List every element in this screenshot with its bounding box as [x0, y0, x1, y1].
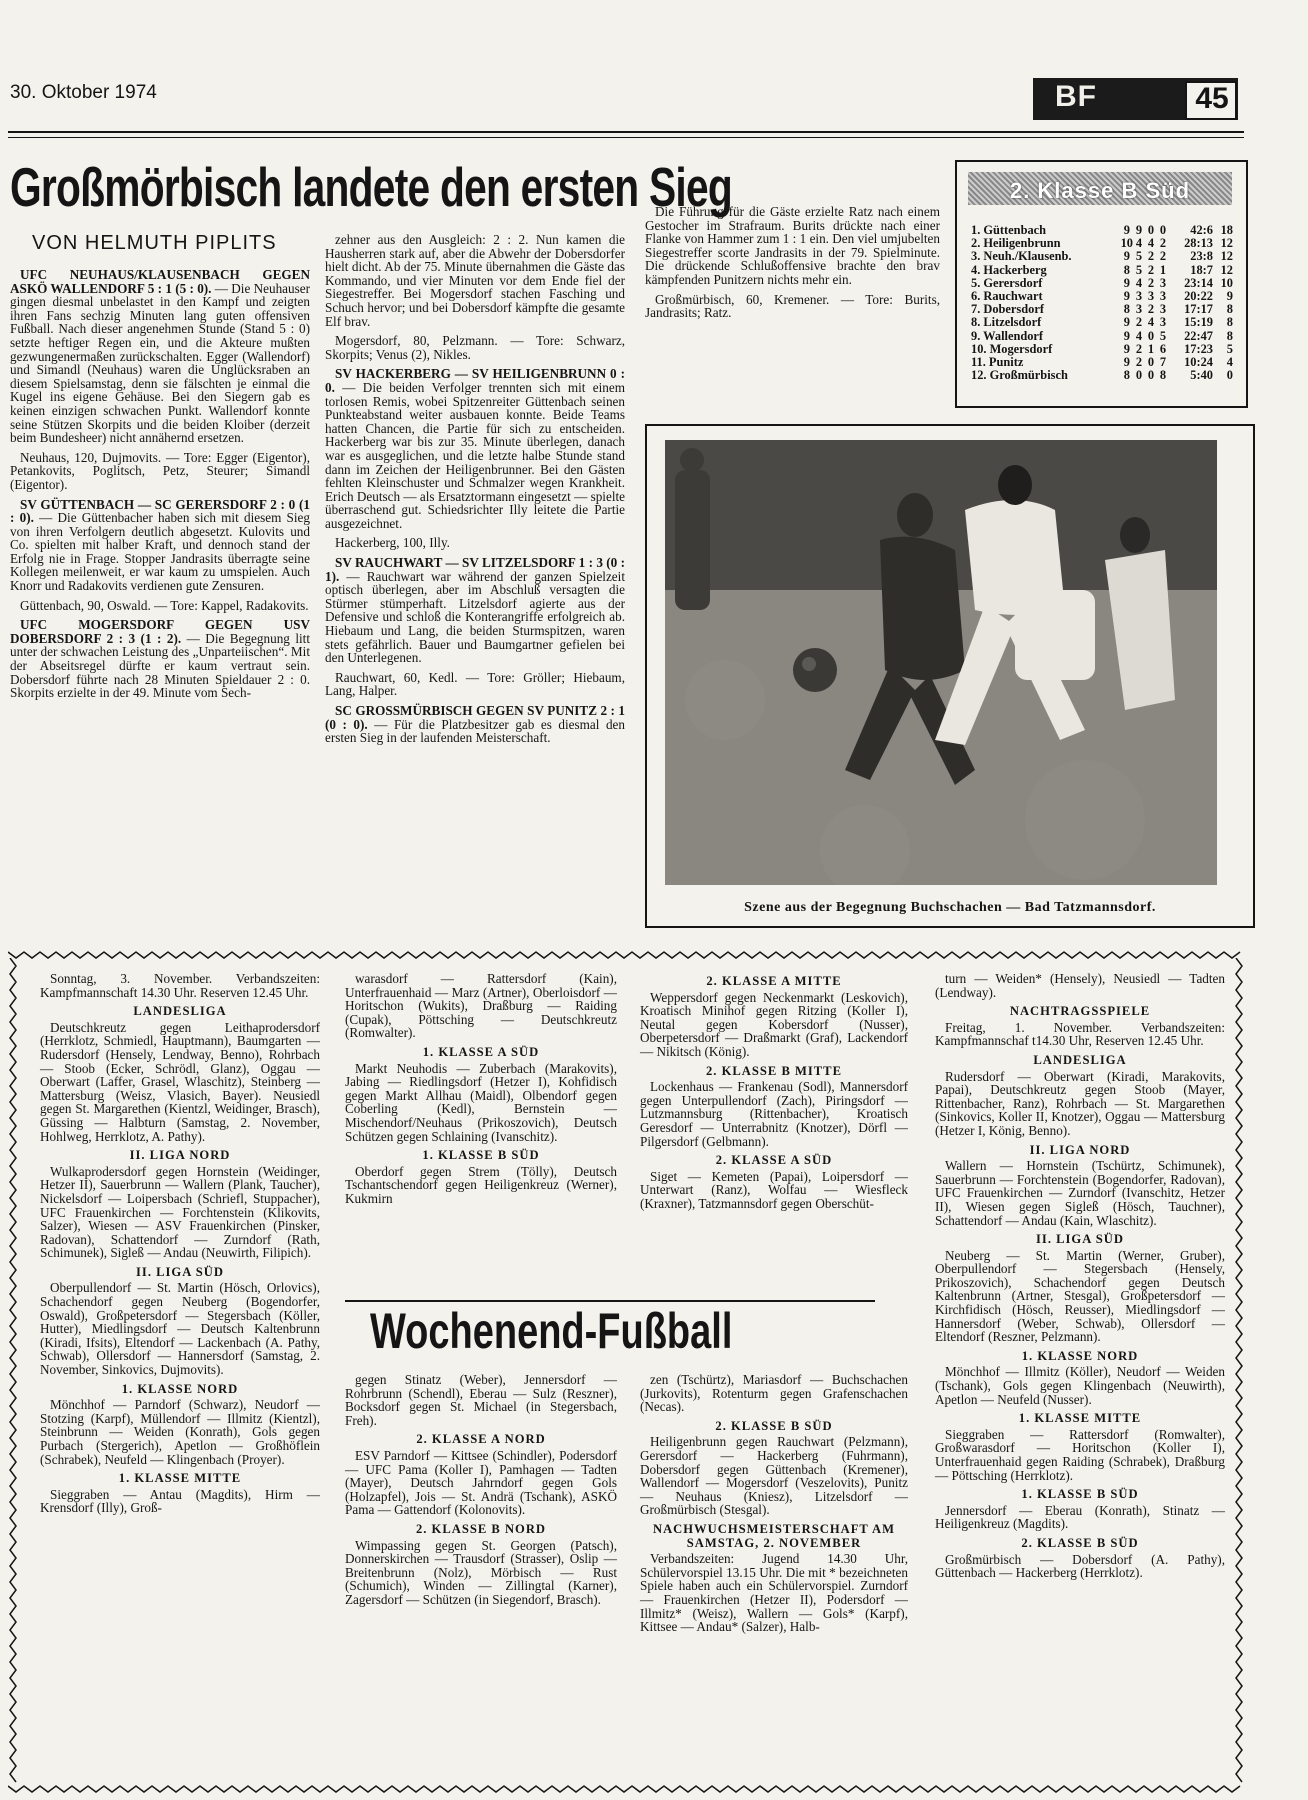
article-paragraph	[325, 536, 625, 550]
draws: 4	[1147, 236, 1155, 251]
goal-ratio: 15:19	[1184, 315, 1213, 330]
draws: 2	[1147, 262, 1155, 277]
wins: 2	[1135, 355, 1143, 370]
draws: 0	[1147, 223, 1155, 237]
paragraph-text: — Für die Platzbesitzer gab es diesmal den ersten Sieg in der laufenden Meisterschaft.	[325, 716, 625, 746]
fixture-list: Sieggraben — Rattersdorf (Romwalter), Großwarasdorf — Horitschon (Koller I), Unterfrauenhaid gegen Raiding (Schrabek), Draßburg — Pöttsching (Herrklotz).	[935, 1426, 1225, 1483]
standings-title: 2. Klasse B Süd	[1009, 178, 1191, 203]
standings-row	[971, 330, 1233, 343]
goal-ratio: 20:22	[1184, 289, 1213, 304]
league-heading: 2. KLASSE B SÜD	[715, 1418, 833, 1433]
points: 12	[1220, 249, 1233, 264]
fixture-list: Mönchhof — Illmitz (Köller), Neudorf — Weiden (Tschank), Gols gegen Klingenbach (Neuwirth), Apetlon — Neufeld (Nusser).	[935, 1364, 1225, 1407]
games: 8	[1123, 302, 1130, 317]
goal-ratio: 5:40	[1190, 368, 1213, 383]
games: 9	[1123, 355, 1130, 370]
points: 4	[1226, 355, 1233, 370]
fixture-list: zen (Tschürtz), Mariasdorf — Buchschachen (Jurkovits), Rotenturm gegen Grafenschachen (Necas).	[640, 1372, 908, 1415]
league-heading: 2. KLASSE A NORD	[416, 1432, 546, 1447]
fixture-list: Heiligenbrunn gegen Rauchwart (Pelzmann), Gerersdorf — Hackerberg (Fuhrmann), Dobersdorf gegen Güttenbach (Kremener), Wallendorf — Mogersdorf (Veszelovits), Punitz — Neuhaus (Kniesz), Litzelsdorf — Großmürbisch (Stesgal).	[640, 1434, 908, 1518]
standings-table	[971, 224, 1233, 382]
team-name: 6. Rauchwart	[971, 289, 1043, 304]
league-heading: II. LIGA SÜD	[1036, 1232, 1124, 1247]
points: 10	[1220, 275, 1233, 290]
header-rule	[8, 131, 1244, 133]
points: 5	[1226, 341, 1233, 356]
match-heading: SV HACKERBERG — SV HEILIGENBRUNN 0 : 0.	[325, 366, 625, 395]
team-name: 8. Litzelsdorf	[971, 315, 1042, 330]
weekend-column-2-bottom	[345, 1373, 617, 1613]
fixture-list: Wallern — Hornstein (Tschürtz, Schimunek), Sauerbrunn — Forchtenstein (Bogendorfer, Radovan), UFC Frauenkirchen — Zurndorf (Ivanschitz, Hetzer II), Wiesen gegen Sigleß (Hösch, Tauchner), Schattendorf — Andau (Kain, Wlaschitz).	[935, 1158, 1225, 1228]
standings-row	[971, 369, 1233, 382]
paragraph-text: — Die Güttenbacher haben sich mit diesem Sieg von ihren Verfolgern deutlich abgesetzt. Kulovits und Co. spielten mit halber Kraft, und dennoch stand der Erfolg nie in Frage. Stopper Jandrasits überragte seine Kollegen meilenweit, er war kaum zu umspielen. Auch Knorr und Radakovits verdienen gute Zensuren.	[10, 510, 310, 594]
losses: 2	[1159, 236, 1167, 251]
article-byline: VON HELMUTH PIPLITS	[32, 232, 277, 254]
league-heading: NACHWUCHSMEISTERSCHAFT AM SAMSTAG, 2. NOVEMBER	[652, 1521, 896, 1550]
article-paragraph	[645, 293, 940, 320]
fixture-list: Sonntag, 3. November. Verbandszeiten: Kampfmannschaft 14.30 Uhr. Reserven 12.45 Uhr.	[40, 971, 320, 1000]
wins: 5	[1135, 262, 1143, 277]
team-name: 4. Hackerberg	[971, 262, 1047, 277]
fixture-list: Großmürbisch — Dobersdorf (A. Pathy), Güttenbach — Hackerberg (Herrklotz).	[935, 1551, 1225, 1581]
losses: 2	[1159, 249, 1167, 264]
points: 18	[1220, 223, 1233, 237]
games: 9	[1123, 275, 1130, 290]
league-heading: 1. KLASSE MITTE	[118, 1471, 242, 1486]
article-paragraph	[645, 205, 940, 287]
draws: 2	[1147, 275, 1155, 290]
fixture-list: Rudersdorf — Oberwart (Kiradi, Marakovits, Papai), Deutschkreutz gegen Stoob (Mayer, Rittenbacher, Ranz), Rohrbach — St. Margarethen (Sinkovics, Koller II, Knotzer), Oggau — Mattersburg (Hetzer I, König, Benno).	[935, 1068, 1225, 1138]
points: 12	[1220, 236, 1233, 251]
games: 8	[1123, 262, 1130, 277]
losses: 3	[1159, 275, 1167, 290]
games: 9	[1123, 341, 1130, 356]
article-paragraph	[325, 671, 625, 698]
wins: 0	[1135, 368, 1143, 383]
losses: 5	[1159, 328, 1167, 343]
games: 10	[1120, 236, 1133, 251]
league-heading: 2. KLASSE B SÜD	[1021, 1535, 1139, 1550]
fixture-list: Freitag, 1. November. Verbandszeiten: Kampfmannschaf t14.30 Uhr, Reserven 12.45 Uhr.	[935, 1019, 1225, 1049]
games: 9	[1123, 223, 1130, 237]
fixture-list: ESV Parndorf — Kittsee (Schindler), Podersdorf — UFC Pama (Koller I), Pamhagen — Tadten (Mayer), Deutsch Jahrndorf gegen Gols (Holzapfel), Jois — St. Andrä (Tschank), ASKÖ Pama — Gattendorf (Kolonovits).	[345, 1447, 617, 1518]
article-paragraph	[10, 451, 310, 492]
team-name: 1. Güttenbach	[971, 223, 1047, 237]
fixture-list: Siget — Kemeten (Papai), Loipersdorf — Unterwart (Ranz), Wolfau — Wiesfleck (Kraxner), Tatzmannsdorf gegen Oberschüt-	[640, 1168, 908, 1211]
standings-row	[971, 250, 1233, 263]
article-paragraph	[325, 556, 625, 665]
team-name: 3. Neuh./Klausenb.	[971, 249, 1072, 264]
losses: 0	[1159, 223, 1167, 237]
paragraph-text: — Die Neuhauser gingen diesmal unbelastet in den Kampf und zeigten ihren Fans sechzig Minuten lang guten offensiven Fußball. Nach dieser angenehmen Stunde (Stand 5 : 0) setzte heftiger Regen ein, und die Akteure mußten gezwungenermaßen zurückschalten. Egger (Wallendorf) und Simandl (Neuhaus) waren die Unglücksraben an diesem Spielsamstag, denn sie fälschten je einmal die Kugel ins eigene Gehäuse. Bei den Siegern gab es keinen einzigen schwachen Punkt. Wallendorf konnte seine Stützen Skorpits und die beiden Kloiber (derzeit beim Bundesheer) nicht annähernd ersetzen.	[10, 280, 310, 446]
goal-ratio: 17:23	[1184, 341, 1213, 356]
article-headline: Großmörbisch landete den ersten Sieg	[10, 156, 732, 218]
goal-ratio: 42:6	[1190, 223, 1213, 237]
fixture-list: Sieggraben — Antau (Magdits), Hirm — Krensdorf (Illy), Groß-	[40, 1486, 320, 1516]
games: 8	[1123, 368, 1130, 383]
standings-row	[971, 316, 1233, 329]
weekend-column-1	[40, 972, 320, 1521]
paragraph-text: — Rauchwart war während der ganzen Spielzeit optisch überlegen, aber im Abschluß versagten die Stürmer stümperhaft. Litzelsdorf agierte aus der Defensive und schloß die Konterangriffe erfolgreich ab. Hiebaum und Lang, die beiden Sturmspitzen, waren stets gefährlich. Bauer und Baumgartner gefielen bei den Unterlegenen.	[325, 568, 625, 666]
weekend-column-4	[935, 972, 1225, 1586]
fixture-list: Verbandszeiten: Jugend 14.30 Uhr, Schülervorspiel 13.15 Uhr. Die mit * bezeichneten Spiele haben auch ein Schülervorspiel. Zurndorf — Frauenkirchen (Hetzer II), Podersdorf — Illmitz* (Weisz), Wallern — Gols* (Karpf), Kittsee — Andau* (Salzer), Halb-	[640, 1551, 908, 1635]
section-label: BF	[1055, 80, 1097, 113]
league-heading: LANDESLIGA	[133, 1004, 227, 1019]
losses: 6	[1159, 341, 1167, 356]
zigzag-border-top	[8, 950, 1244, 960]
paragraph-text: — Die beiden Verfolger trennten sich mit einem torlosen Remis, wobei Spitzenreiter Güttenbach seinen Punkteabstand weiter ausbauen konnte. Beide Teams hatten Chancen, die Partie für sich zu entscheiden. Hackerberg war bis zur 35. Minute überlegen, danach war es ausgeglichen, und die letzte halbe Stunde stand dann im Zeichen der Heiligenbrunner. Bei den Gästen fehlten Kleinschuster und Schmalzer wegen Krankheit. Erich Deutsch — als Ersatztormann eingesetzt — spielte überraschend gut. Schiedsrichter Illy leitete die Partie ausgezeichnet.	[325, 379, 625, 531]
points: 8	[1226, 315, 1233, 330]
article-paragraph	[325, 704, 625, 745]
league-heading: II. LIGA NORD	[129, 1148, 231, 1163]
goal-ratio: 17:17	[1184, 302, 1213, 317]
wins: 5	[1135, 249, 1143, 264]
paragraph-text: Großmürbisch, 60, Kremener. — Tore: Burits, Jandrasits; Ratz.	[645, 291, 940, 321]
team-name: 10. Mogersdorf	[971, 341, 1053, 356]
photo-caption: Szene aus der Begegnung Buchschachen — Bad Tatzmannsdorf.	[744, 900, 1156, 915]
zigzag-border-right	[1234, 958, 1244, 1788]
league-heading: LANDESLIGA	[1033, 1052, 1127, 1067]
match-heading: SC GROSSMÜRBISCH GEGEN SV PUNITZ 2 : 1 (0 : 0).	[325, 703, 625, 732]
wins: 2	[1135, 315, 1143, 330]
fixture-list: Oberdorf gegen Strem (Tölly), Deutsch Tschantschendorf gegen Heiligenkreuz (Werner), Kukmirn	[345, 1163, 617, 1206]
issue-date: 30. Oktober 1974	[10, 82, 157, 103]
wins: 4	[1135, 236, 1143, 251]
fixture-list: Lockenhaus — Frankenau (Sodl), Mannersdorf gegen Unterpullendorf (Zach), Piringsdorf — Lutzmannsburg (Rittenbacher), Kroatisch Geresdorf — Unterrabnitz (Knotzer), Dörfl — Pilgersdorf (Gelbmann).	[640, 1079, 908, 1149]
draws: 2	[1147, 302, 1155, 317]
losses: 1	[1159, 262, 1167, 277]
fixture-list: Markt Neuhodis — Zuberbach (Marakovits), Jabing — Riedlingsdorf (Hetzer I), Kohfidisch gegen Markt Allhau (Maidl), Olbendorf gegen Coberling (Kedl), Bernstein — Mischendorf/Neuhaus (Prikoszovich), Deutsch Schützen gegen Schlaining (Ivanschitz).	[345, 1060, 617, 1144]
team-name: 12. Großmürbisch	[971, 368, 1068, 383]
match-heading: SV RAUCHWART — SV LITZELSDORF 1 : 3 (0 : 1).	[325, 555, 625, 584]
losses: 3	[1159, 289, 1167, 304]
draws: 3	[1147, 289, 1155, 304]
losses: 7	[1159, 355, 1167, 370]
league-heading: 1. KLASSE B SÜD	[1021, 1487, 1139, 1502]
match-heading: SV GÜTTENBACH — SC GERERSDORF 2 : 0 (1 : 0).	[10, 496, 310, 526]
team-name: 2. Heiligenbrunn	[971, 236, 1061, 251]
header-rule-thin	[8, 137, 1244, 138]
league-heading: 1. KLASSE MITTE	[1018, 1411, 1142, 1426]
league-heading: II. LIGA SÜD	[136, 1264, 224, 1279]
paragraph-text: Mogersdorf, 80, Pelzmann. — Tore: Schwarz, Skorpits; Venus (2), Nikles.	[325, 333, 625, 362]
paragraph-text: Hackerberg, 100, Illy.	[335, 535, 450, 551]
weekend-column-3-bottom	[640, 1373, 908, 1640]
points: 12	[1220, 262, 1233, 277]
league-heading: 1. KLASSE NORD	[1021, 1348, 1139, 1363]
fixture-list: Wulkaprodersdorf gegen Hornstein (Weidinger, Hetzer II), Sauerbrunn — Wallern (Plank, Taucher), Nickelsdorf — Loipersbach (Schriefl, Stuppacher), UFC Frauenkirchen — Forchtenstein (Klikovits, Salzer), Wiesen — ASV Frauenkirchen (Pinsker, Radovan), Schattendorf — Zurndorf (Rath, Schimunek), Sigleß — Andau (Neuwirth, Filipich).	[40, 1163, 320, 1261]
fixture-list: Deutschkreutz gegen Leithaprodersdorf (Herrklotz, Schmiedl, Hauptmann), Baumgarten — Rudersdorf (Hensely, Lendway, Benno), Rohrbach — Stoob (Ecker, Schrödl, Glanz), Oggau — Oberwart (Laffer, Grasel, Wlaschitz), Steinberg — Mattersburg (Weisz, Vlasich, Bayer). Neusiedl gegen St. Margarethen (Kientzl, Weidinger, Brasch), Güssing — Halbturn (Samstag, 2. November, Hohlweg, Herrklotz, A. Pathy).	[40, 1019, 320, 1144]
zigzag-border-left	[8, 958, 18, 1788]
weekend-column-2-top	[345, 972, 617, 1212]
article-paragraph	[325, 233, 625, 328]
article-column-1	[10, 268, 310, 706]
fixture-list: Jennersdorf — Eberau (Konrath), Stinatz — Heiligenkreuz (Magdits).	[935, 1502, 1225, 1532]
goal-ratio: 28:13	[1184, 236, 1213, 251]
league-heading: NACHTRAGSSPIELE	[1009, 1004, 1151, 1019]
league-heading: 2. KLASSE A MITTE	[706, 974, 842, 988]
fixture-list: warasdorf — Rattersdorf (Kain), Unterfrauenhaid — Marz (Artner), Oberloisdorf — Horitschon (Wukits), Draßburg — Raiding (Cupak), Pöttsching — Deutschkreutz (Romwalter).	[345, 971, 617, 1041]
article-paragraph	[10, 618, 310, 700]
losses: 3	[1159, 315, 1167, 330]
wins: 2	[1135, 341, 1143, 356]
points: 0	[1226, 368, 1233, 383]
fixture-list: Wimpassing gegen St. Georgen (Patsch), Donnerskirchen — Trausdorf (Strasser), Oslip — Breitenbrunn (Nolz), Mörbisch — Rust (Schumich), Winden — Zillingtal (Karner), Zagersdorf — Schützen (in Siegendorf, Brasch).	[345, 1537, 617, 1607]
standings-row	[971, 264, 1233, 277]
league-heading: 2. KLASSE B NORD	[415, 1521, 547, 1536]
league-heading: 1. KLASSE NORD	[121, 1381, 239, 1396]
losses: 3	[1159, 302, 1167, 317]
article-column-2	[325, 233, 625, 751]
wins: 3	[1135, 302, 1143, 317]
team-name: 9. Wallendorf	[971, 328, 1044, 343]
games: 9	[1123, 289, 1130, 304]
wins: 9	[1135, 223, 1143, 237]
wins: 4	[1135, 328, 1143, 343]
article-paragraph	[325, 334, 625, 361]
article-paragraph	[10, 498, 310, 593]
match-heading: UFC MOGERSDORF GEGEN USV DOBERSDORF 2 : 3 (1 : 2).	[10, 617, 310, 646]
league-heading: 2. KLASSE B MITTE	[706, 1063, 842, 1078]
games: 9	[1123, 328, 1130, 343]
draws: 1	[1147, 341, 1155, 356]
fixture-list: Oberpullendorf — St. Martin (Hösch, Orlovics), Schachendorf gegen Neuberg (Bogendorfer, Oswald), Großpetersdorf — Stegersbach (Köller, Hutter), Miedlingsdorf — Deutsch Kaltenbrunn (Kiradi, Ifsits), Eltendorf — Lackenbach (A. Pathy, Schwab), Ollersdorf — Hannersdorf (Samstag, 2. November, Sinkovics, Dujmovits).	[40, 1280, 320, 1378]
league-heading: II. LIGA NORD	[1029, 1142, 1131, 1157]
article-column-3	[645, 205, 940, 326]
goal-ratio: 10:24	[1184, 355, 1213, 370]
points: 8	[1226, 328, 1233, 343]
fixture-list: Neuberg — St. Martin (Werner, Gruber), Oberpullendorf — Stegersbach (Hensely, Prikoszovich), Schachendorf gegen Deutsch Kaltenbrunn (Artner, Stesgal), Großpetersdorf — Kirchfidisch (Hösch, Reusser), Miedlingsdorf — Hannersdorf (Weber, Schwab), Ollersdorf — Eltendorf (Reszner, Pelzmann).	[935, 1247, 1225, 1345]
games: 9	[1123, 315, 1130, 330]
wins: 4	[1135, 275, 1143, 290]
goal-ratio: 23:8	[1190, 249, 1213, 264]
weekend-headline: Wochenend-Fußball	[370, 1303, 733, 1359]
match-heading: UFC NEUHAUS/KLAUSENBACH GEGEN ASKÖ WALLENDORF 5 : 1 (5 : 0).	[10, 267, 310, 296]
team-name: 7. Dobersdorf	[971, 302, 1044, 317]
fixture-list: turn — Weiden* (Hensely), Neusiedl — Tadten (Lendway).	[935, 971, 1225, 1000]
goal-ratio: 18:7	[1190, 262, 1213, 277]
draws: 2	[1147, 249, 1155, 264]
paragraph-text: — Die Begegnung litt unter der schwachen Leistung des „Unparteiischen“. Mit der Abseitsregel dürfte er kaum vertraut sein. Dobersdorf führte nach 28 Minuten Spieldauer 2 : 0. Skorpits erzielte in der 49. Minute vom Sech-	[10, 630, 311, 701]
losses: 8	[1159, 368, 1167, 383]
goal-ratio: 23:14	[1184, 275, 1213, 290]
league-heading: 1. KLASSE A SÜD	[422, 1044, 540, 1059]
wins: 3	[1135, 289, 1143, 304]
team-name: 5. Gerersdorf	[971, 275, 1043, 290]
fixture-list: Weppersdorf gegen Neckenmarkt (Leskovich), Kroatisch Minihof gegen Ritzing (Koller I), Neutal gegen Kobersdorf (Nusser), Oberpetersdorf — Draßmarkt (Graf), Lackendorf — Nikitsch (König).	[640, 989, 908, 1059]
paragraph-text: Die Führung für die Gäste erzielte Ratz nach einem Gestocher im Strafraum. Burits drückte nach einer Flanke von Hammer zum 1 : 1 ein. Den viel umjubelten Siegestreffer scorte Jandrasits in der 79. Spielminute. Die drückende Schlußoffensive brachte den brav kämpfenden Punitzern nichts mehr ein.	[645, 204, 940, 287]
paragraph-text: Güttenbach, 90, Oswald. — Tore: Kappel, Radakovits.	[20, 597, 309, 613]
league-heading: 1. KLASSE B SÜD	[422, 1148, 540, 1163]
article-paragraph	[10, 268, 310, 445]
paragraph-text: Neuhaus, 120, Dujmovits. — Tore: Egger (Eigentor), Petankovits, Poglitsch, Petz, Steurer; Simandl (Eigentor).	[10, 449, 310, 492]
paragraph-text: zehner aus den Ausgleich: 2 : 2. Nun kamen die Hausherren stark auf, aber die Abwehr der Dobersdorfer hielt dicht. Ab der 75. Minute übernahmen die Gäste das Kommando, und vier Minuten vor dem Ende fiel der Siegestreffer. Bei Mogersdorf stachen Fasching und Schuch hervor; und bei Dobersdorf kämpfte die gesamte Elf brav.	[325, 232, 625, 329]
weekend-column-3-top	[640, 972, 908, 1217]
article-paragraph	[10, 599, 310, 613]
draws: 4	[1147, 315, 1155, 330]
draws: 0	[1147, 355, 1155, 370]
draws: 0	[1147, 368, 1155, 383]
points: 9	[1226, 289, 1233, 304]
page-number: 45	[1195, 82, 1229, 115]
team-name: 11. Punitz	[971, 355, 1024, 370]
draws: 0	[1147, 328, 1155, 343]
article-paragraph	[325, 367, 625, 530]
football-scene-photo	[665, 440, 1217, 885]
fixture-list: Mönchhof — Parndorf (Schwarz), Neudorf — Stotzing (Karpf), Müllendorf — Illmitz (Kientzl), Steinbrunn — Weiden (Konrath), Gols gegen Purbach (Stergerich), Apetlon — Großhöflein (Schrabek), Neufeld — Klingenbach (Proyer).	[40, 1397, 320, 1467]
goal-ratio: 22:47	[1184, 328, 1213, 343]
points: 8	[1226, 302, 1233, 317]
league-heading: 2. KLASSE A SÜD	[715, 1153, 833, 1168]
paragraph-text: Rauchwart, 60, Kedl. — Tore: Gröller; Hiebaum, Lang, Halper.	[325, 669, 625, 699]
zigzag-border-bottom	[8, 1784, 1244, 1794]
fixture-list: gegen Stinatz (Weber), Jennersdorf — Rohrbrunn (Schendl), Eberau — Sulz (Reszner), Bocksdorf gegen St. Michael (in Stegersbach, Freh).	[345, 1372, 617, 1428]
games: 9	[1123, 249, 1130, 264]
